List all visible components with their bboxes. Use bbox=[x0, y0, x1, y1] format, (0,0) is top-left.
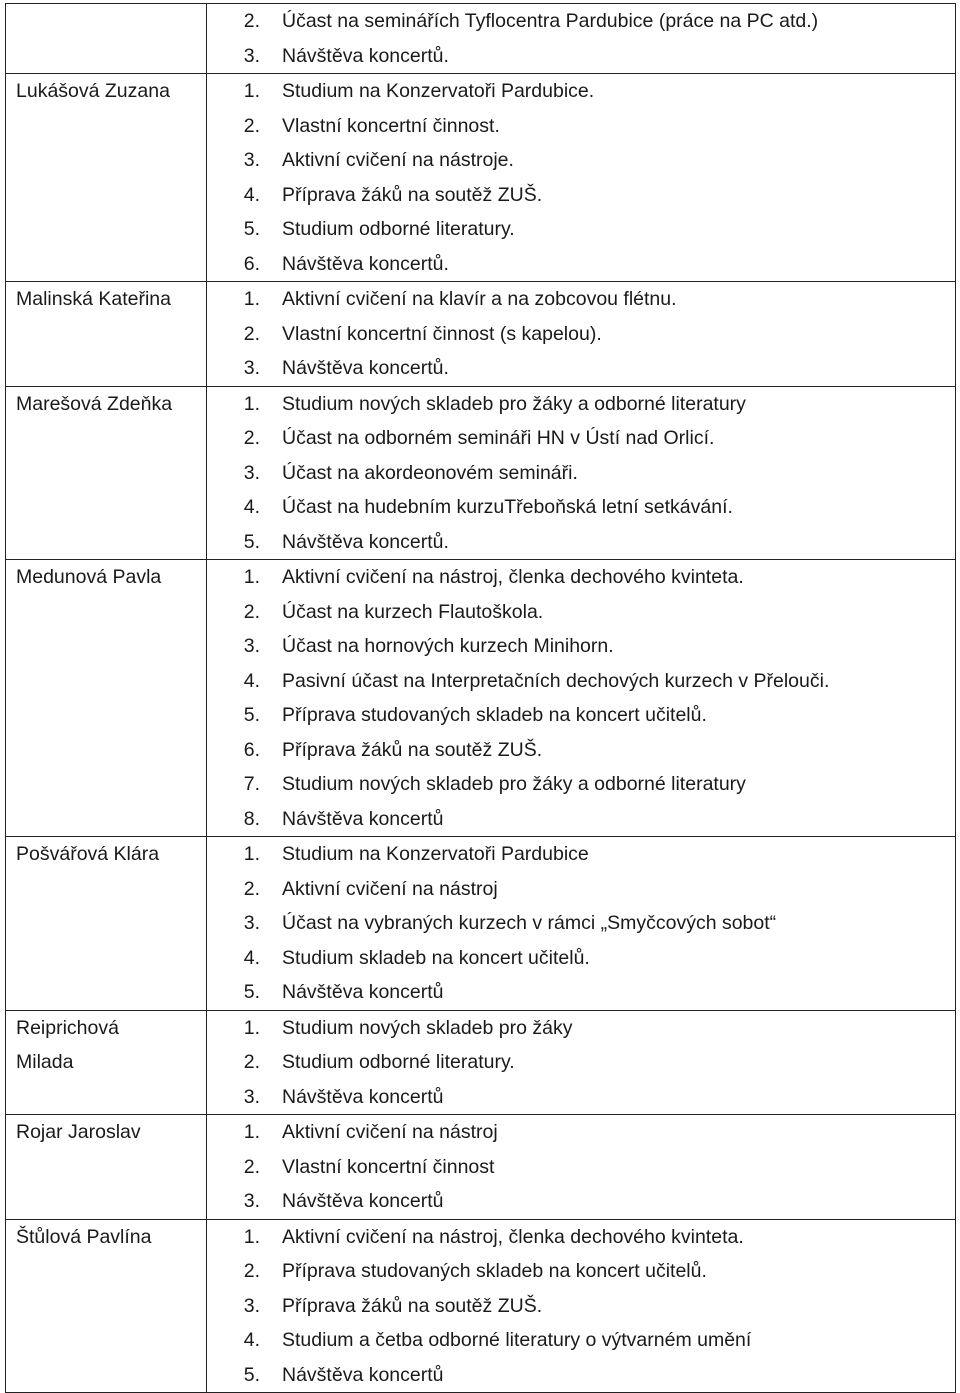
activity-list-cell bbox=[207, 4, 956, 74]
teacher-activities-table bbox=[5, 3, 956, 1393]
item-number: 3. bbox=[243, 149, 260, 171]
item-number: 3. bbox=[243, 461, 260, 484]
item-number: 1. bbox=[243, 566, 260, 588]
list-item bbox=[207, 109, 955, 144]
item-number: 2. bbox=[243, 322, 260, 345]
item-text: Aktivní cvičení na nástroje. bbox=[282, 149, 514, 171]
list-item bbox=[207, 525, 955, 560]
item-text: Účast na odborném semináři HN v Ústí nad Orlicí. bbox=[282, 427, 715, 449]
list-item bbox=[207, 1220, 955, 1255]
item-text: Vlastní koncertní činnost. bbox=[282, 114, 500, 137]
list-item bbox=[207, 1150, 955, 1185]
list-item bbox=[207, 421, 955, 456]
item-number: 3. bbox=[243, 357, 260, 379]
item-number: 4. bbox=[243, 183, 260, 206]
teacher-name: Pošvářová Klára bbox=[16, 843, 160, 865]
list-item bbox=[207, 1184, 955, 1219]
item-number: 1. bbox=[243, 843, 260, 865]
item-text: Studium nových skladeb pro žáky a odborné literatury bbox=[282, 773, 746, 795]
item-number: 2. bbox=[243, 1051, 260, 1073]
teacher-name-cell bbox=[6, 4, 207, 74]
teacher-name: Marešová Zdeňka bbox=[16, 392, 173, 415]
item-text: Návštěva koncertů. bbox=[282, 44, 449, 67]
table-row bbox=[6, 1010, 956, 1115]
item-text: Aktivní cvičení na klavír a na zobcovou flétnu. bbox=[282, 288, 677, 310]
list-item bbox=[207, 802, 955, 837]
item-text: Účast na hudebním kurzuTřeboňská letní setkávání. bbox=[282, 496, 733, 518]
list-item bbox=[207, 664, 955, 699]
item-text: Účast na akordeonovém semináři. bbox=[282, 461, 578, 484]
teacher-name: Rojar Jaroslav bbox=[16, 1121, 141, 1143]
item-number: 5. bbox=[243, 981, 260, 1003]
teacher-name: Medunová Pavla bbox=[16, 566, 162, 588]
list-item bbox=[207, 629, 955, 664]
teacher-name: Reiprichová bbox=[16, 1016, 119, 1039]
item-text: Studium skladeb na koncert učitelů. bbox=[282, 946, 590, 969]
list-item bbox=[207, 212, 955, 247]
item-number: 1. bbox=[243, 1225, 260, 1248]
item-number: 5. bbox=[243, 218, 260, 240]
activity-list-cell bbox=[207, 1010, 956, 1115]
item-number: 6. bbox=[243, 738, 260, 761]
item-number: 5. bbox=[243, 704, 260, 726]
item-number: 2. bbox=[243, 10, 260, 32]
item-text: Návštěva koncertů bbox=[282, 981, 444, 1003]
item-text: Návštěva koncertů. bbox=[282, 252, 449, 275]
list-item bbox=[207, 767, 955, 802]
activity-list bbox=[207, 1220, 955, 1393]
item-text: Účast na hornových kurzech Minihorn. bbox=[282, 635, 614, 657]
list-item bbox=[207, 1045, 955, 1080]
teacher-name: Štůlová Pavlína bbox=[16, 1225, 152, 1248]
list-item bbox=[207, 143, 955, 178]
list-item bbox=[207, 456, 955, 491]
table-body bbox=[6, 4, 956, 1393]
item-number: 8. bbox=[243, 807, 260, 830]
item-number: 1. bbox=[243, 1016, 260, 1039]
activity-list bbox=[207, 560, 955, 836]
list-item bbox=[207, 39, 955, 74]
list-item bbox=[207, 178, 955, 213]
teacher-name-cell bbox=[6, 1010, 207, 1115]
item-number: 1. bbox=[243, 392, 260, 415]
item-number: 1. bbox=[243, 80, 260, 102]
item-number: 2. bbox=[243, 114, 260, 137]
item-number: 7. bbox=[243, 773, 260, 795]
activity-list-cell bbox=[207, 1219, 956, 1393]
activity-list-cell bbox=[207, 74, 956, 282]
list-item bbox=[207, 4, 955, 39]
item-number: 1. bbox=[243, 288, 260, 310]
list-item bbox=[207, 74, 955, 109]
item-text: Vlastní koncertní činnost bbox=[282, 1155, 495, 1178]
list-item bbox=[207, 975, 955, 1010]
item-number: 3. bbox=[243, 44, 260, 67]
table-row bbox=[6, 282, 956, 387]
list-item bbox=[207, 1011, 955, 1046]
teacher-name-cell bbox=[6, 1219, 207, 1393]
item-number: 6. bbox=[243, 252, 260, 275]
item-number: 2. bbox=[243, 877, 260, 900]
item-text: Aktivní cvičení na nástroj bbox=[282, 1121, 498, 1143]
teacher-name: Malinská Kateřina bbox=[16, 288, 171, 310]
item-number: 2. bbox=[243, 1260, 260, 1282]
activity-list bbox=[207, 837, 955, 1010]
item-number: 2. bbox=[243, 427, 260, 449]
item-text: Pasivní účast na Interpretačních dechových kurzech v Přelouči. bbox=[282, 669, 830, 692]
item-text: Studium na Konzervatoři Pardubice. bbox=[282, 80, 595, 102]
item-text: Příprava žáků na soutěž ZUŠ. bbox=[282, 738, 543, 761]
item-text: Studium odborné literatury. bbox=[282, 1051, 515, 1073]
item-number: 3. bbox=[243, 912, 260, 934]
activity-list bbox=[207, 4, 955, 73]
item-text: Návštěva koncertů bbox=[282, 807, 444, 830]
activity-list bbox=[207, 282, 955, 386]
list-item bbox=[207, 941, 955, 976]
list-item bbox=[207, 1323, 955, 1358]
list-item bbox=[207, 1080, 955, 1115]
item-text: Studium nových skladeb pro žáky bbox=[282, 1016, 573, 1039]
table-row bbox=[6, 560, 956, 837]
list-item bbox=[207, 872, 955, 907]
item-number: 5. bbox=[243, 530, 260, 553]
activity-list bbox=[207, 1115, 955, 1219]
list-item bbox=[207, 1115, 955, 1150]
item-text: Studium nových skladeb pro žáky a odborné literatury bbox=[282, 392, 746, 415]
teacher-name-cell bbox=[6, 560, 207, 837]
activity-list bbox=[207, 1011, 955, 1115]
activity-list-cell bbox=[207, 560, 956, 837]
item-text: Aktivní cvičení na nástroj bbox=[282, 877, 498, 900]
list-item bbox=[207, 247, 955, 282]
teacher-name-cell bbox=[6, 386, 207, 560]
item-text: Studium a četba odborné literatury o výtvarném umění bbox=[282, 1329, 752, 1351]
item-number: 2. bbox=[243, 1155, 260, 1178]
activity-list bbox=[207, 74, 955, 281]
activity-list-cell bbox=[207, 282, 956, 387]
item-text: Účast na vybraných kurzech v rámci „Smyčcových sobot“ bbox=[282, 912, 777, 934]
item-text: Účast na kurzech Flautoškola. bbox=[282, 600, 544, 623]
teacher-name-cell bbox=[6, 1115, 207, 1220]
item-text: Vlastní koncertní činnost (s kapelou). bbox=[282, 322, 602, 345]
activity-list bbox=[207, 387, 955, 560]
teacher-name-cell bbox=[6, 282, 207, 387]
list-item bbox=[207, 387, 955, 422]
item-number: 3. bbox=[243, 635, 260, 657]
list-item bbox=[207, 595, 955, 630]
item-number: 4. bbox=[243, 669, 260, 692]
table-row bbox=[6, 1115, 956, 1220]
teacher-name-cell bbox=[6, 74, 207, 282]
item-text: Příprava žáků na soutěž ZUŠ. bbox=[282, 1294, 543, 1317]
item-text: Návštěva koncertů bbox=[282, 1190, 444, 1212]
item-text: Aktivní cvičení na nástroj, členka dechového kvinteta. bbox=[282, 1225, 744, 1248]
item-text: Návštěva koncertů bbox=[282, 1085, 444, 1108]
item-number: 3. bbox=[243, 1294, 260, 1317]
teacher-name: Milada bbox=[16, 1051, 74, 1073]
table-row bbox=[6, 837, 956, 1011]
item-text: Účast na seminářích Tyflocentra Pardubice (práce na PC atd.) bbox=[282, 10, 819, 32]
list-item bbox=[207, 837, 955, 872]
item-text: Návštěva koncertů. bbox=[282, 357, 449, 379]
item-text: Příprava žáků na soutěž ZUŠ. bbox=[282, 183, 543, 206]
item-number: 3. bbox=[243, 1085, 260, 1108]
item-number: 2. bbox=[243, 600, 260, 623]
item-text: Příprava studovaných skladeb na koncert učitelů. bbox=[282, 704, 707, 726]
item-number: 1. bbox=[243, 1121, 260, 1143]
list-item bbox=[207, 282, 955, 317]
table-row bbox=[6, 74, 956, 282]
list-item bbox=[207, 733, 955, 768]
item-number: 4. bbox=[243, 1329, 260, 1351]
teacher-name-cell bbox=[6, 837, 207, 1011]
list-item bbox=[207, 351, 955, 386]
activity-list-cell bbox=[207, 837, 956, 1011]
list-item bbox=[207, 698, 955, 733]
list-item bbox=[207, 1254, 955, 1289]
item-text: Návštěva koncertů bbox=[282, 1363, 444, 1386]
item-number: 3. bbox=[243, 1190, 260, 1212]
item-text: Příprava studovaných skladeb na koncert učitelů. bbox=[282, 1260, 707, 1282]
list-item bbox=[207, 906, 955, 941]
activity-list-cell bbox=[207, 1115, 956, 1220]
teacher-name: Lukášová Zuzana bbox=[16, 80, 170, 102]
item-text: Studium odborné literatury. bbox=[282, 218, 515, 240]
list-item bbox=[207, 560, 955, 595]
table-row bbox=[6, 1219, 956, 1393]
activity-list-cell bbox=[207, 386, 956, 560]
item-number: 4. bbox=[243, 496, 260, 518]
table-row bbox=[6, 4, 956, 74]
list-item bbox=[207, 317, 955, 352]
table-row bbox=[6, 386, 956, 560]
list-item bbox=[207, 1289, 955, 1324]
item-text: Studium na Konzervatoři Pardubice bbox=[282, 843, 589, 865]
item-text: Návštěva koncertů. bbox=[282, 530, 449, 553]
list-item bbox=[207, 1358, 955, 1393]
list-item bbox=[207, 490, 955, 525]
item-number: 4. bbox=[243, 946, 260, 969]
item-number: 5. bbox=[243, 1363, 260, 1386]
item-text: Aktivní cvičení na nástroj, členka dechového kvinteta. bbox=[282, 566, 744, 588]
